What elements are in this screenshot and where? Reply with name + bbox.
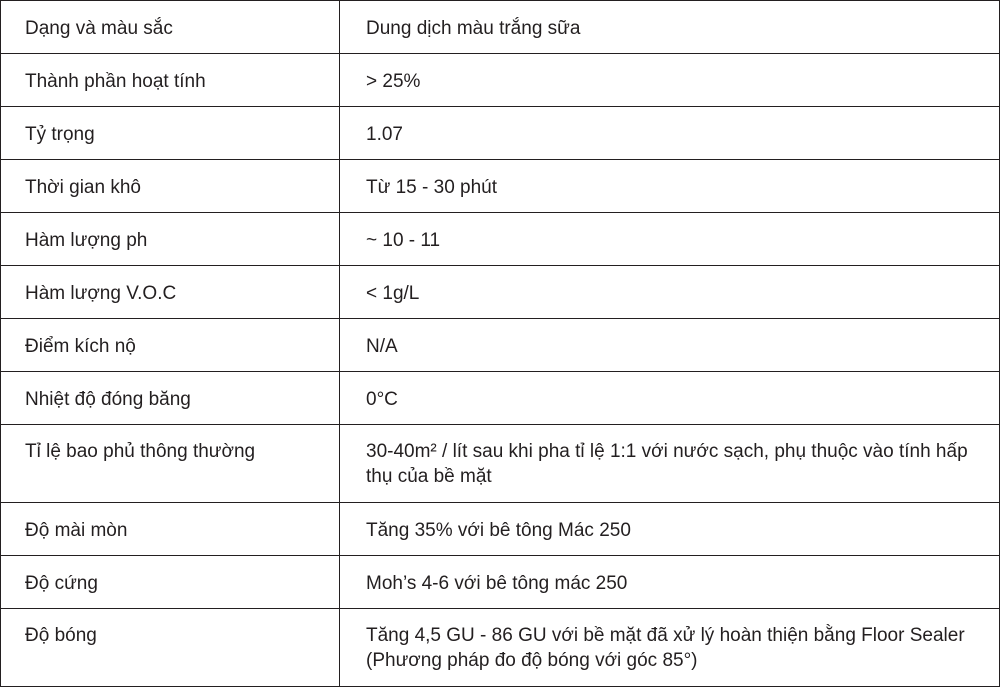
property-value: 30-40m² / lít sau khi pha tỉ lệ 1:1 với nước sạch, phụ thuộc vào tính hấp thụ của bề mặt: [340, 425, 1000, 503]
property-label: Thời gian khô: [1, 160, 340, 213]
property-value: ~ 10 - 11: [340, 213, 1000, 266]
table-row: [1, 503, 1000, 556]
table-row: [1, 213, 1000, 266]
table-row: [1, 107, 1000, 160]
property-label: Độ mài mòn: [1, 503, 340, 556]
property-value: Tăng 35% với bê tông Mác 250: [340, 503, 1000, 556]
property-value: Tăng 4,5 GU - 86 GU với bề mặt đã xử lý hoàn thiện bằng Floor Sealer (Phương pháp đo độ bóng với góc 85°): [340, 609, 1000, 687]
property-label: Tỉ lệ bao phủ thông thường: [1, 425, 340, 503]
property-value: < 1g/L: [340, 266, 1000, 319]
table-row: [1, 160, 1000, 213]
property-label: Dạng và màu sắc: [1, 1, 340, 54]
property-label: Tỷ trọng: [1, 107, 340, 160]
property-value: 1.07: [340, 107, 1000, 160]
property-value: N/A: [340, 319, 1000, 372]
property-label: Điểm kích nộ: [1, 319, 340, 372]
table-row: [1, 425, 1000, 503]
table-row: [1, 54, 1000, 107]
property-value: > 25%: [340, 54, 1000, 107]
table-row: [1, 609, 1000, 687]
property-label: Thành phần hoạt tính: [1, 54, 340, 107]
table-row: [1, 266, 1000, 319]
property-value: Moh’s 4-6 với bê tông mác 250: [340, 556, 1000, 609]
property-label: Độ bóng: [1, 609, 340, 687]
table-row: [1, 372, 1000, 425]
table-row: [1, 1, 1000, 54]
table-row: [1, 556, 1000, 609]
property-value: 0°C: [340, 372, 1000, 425]
property-value: Dung dịch màu trắng sữa: [340, 1, 1000, 54]
property-label: Độ cứng: [1, 556, 340, 609]
property-value: Từ 15 - 30 phút: [340, 160, 1000, 213]
property-label: Nhiệt độ đóng băng: [1, 372, 340, 425]
property-label: Hàm lượng ph: [1, 213, 340, 266]
property-label: Hàm lượng V.O.C: [1, 266, 340, 319]
table-row: [1, 319, 1000, 372]
